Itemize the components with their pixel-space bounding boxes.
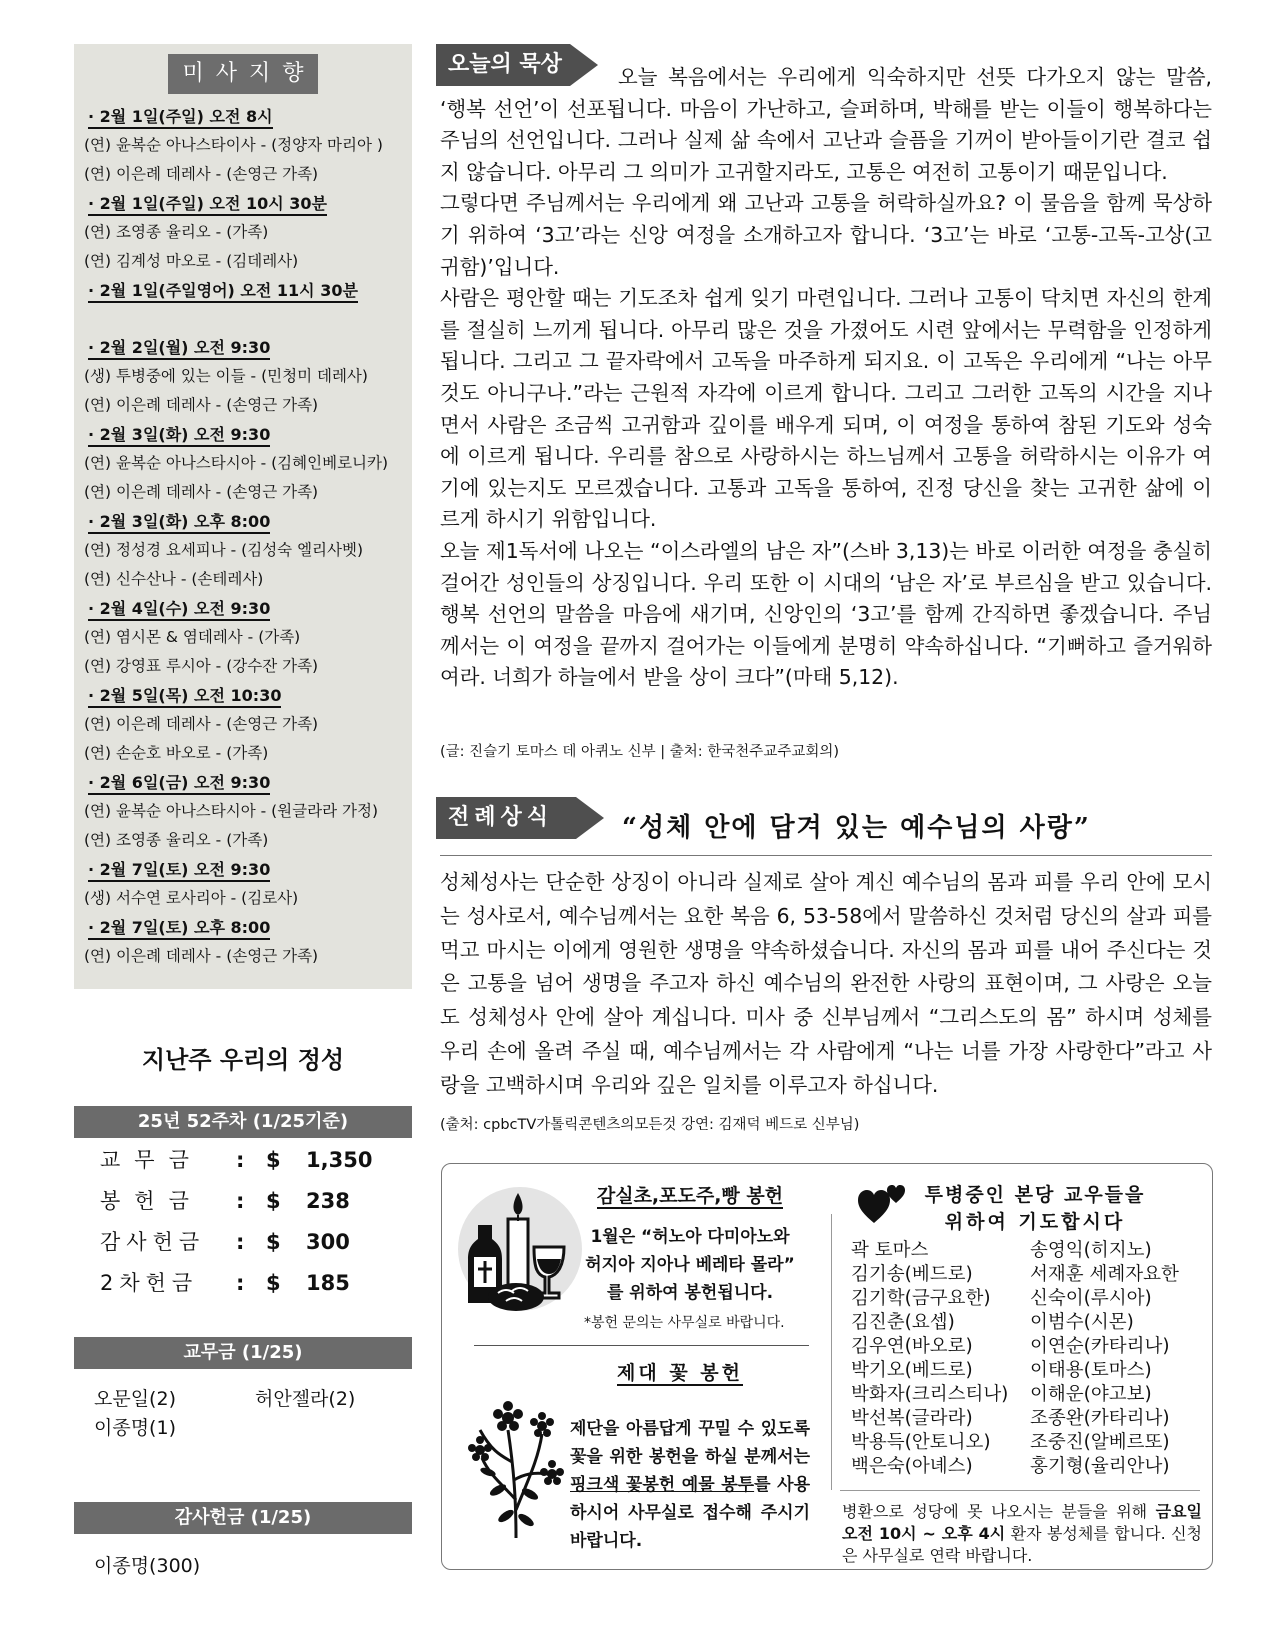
flower-offering-text — [570, 1415, 810, 1555]
liturgy-body: 성체성사는 단순한 상징이 아니라 실제로 살아 계신 예수님의 몸과 피를 우리 안에 모시는 성사로서, 예수님께서는 요한 복음 6, 53-58에서 말씀하신 것처럼 당신의 살과 피를 먹고 마시는 이에게 영원한 생명을 약속하셨습니다. 자신의 몸과 피를 내어 주신다는 것은 고통을 넘어 생명을 주고자 하신 예수님의 완전한 사랑의 표현이며, 그 사랑은 오늘도 성체성사 안에 살아 계십니다. 미사 중 신부님께서 “그리스도의 몸” 하시며 성체를 우리 손에 올려 주실 때, 예수님께서는 각 사람에게 “나는 너를 가장 사랑한다”라고 사랑을 고백하시며 우리와 깊은 일치를 이루고자 하십니다. — [440, 870, 1212, 1097]
flower-envelope-highlight: 핑크색 꽃봉헌 예물 봉투 — [570, 1475, 755, 1495]
thanks-name: 이종명(300) — [94, 1555, 201, 1577]
mass-intention-item: (연) 조영종 율리오 - (가족) — [84, 831, 269, 849]
mass-date-text: · 2월 3일(화) 오전 9:30 — [88, 425, 270, 447]
mass-date-text: · 2월 3일(화) 오후 8:00 — [88, 512, 270, 534]
mass-intention-box — [74, 44, 412, 989]
bread-offering-title-text: 감실초,포도주,빵 봉헌 — [596, 1185, 784, 1207]
mass-intention-item: (연) 손순호 바오로 - (가족) — [84, 744, 269, 762]
meditation-paragraph: 그렇다면 주님께서는 우리에게 왜 고난과 고통을 허락하실까요? 이 물음을 함께 묵상하기 위하여 ‘3고’라는 신앙 여정을 소개하고자 합니다. ‘3고’는 바로 ‘고통-고독-고상(고귀함)’입니다. — [440, 191, 1212, 279]
offering-label: 교무금 — [100, 1148, 203, 1172]
dues-name: 허안젤라(2) — [255, 1388, 356, 1410]
mass-date — [84, 333, 406, 362]
mass-date — [84, 594, 406, 623]
mass-intention-item: (연) 김계성 마오로 - (김데레사) — [84, 252, 299, 270]
mass-date — [84, 420, 406, 449]
mass-date-text: · 2월 1일(주일) 오전 10시 30분 — [88, 194, 327, 216]
sick-person-name: 백은숙(아녜스) — [851, 1456, 973, 1477]
mass-intention-list — [84, 102, 406, 971]
mass-date-text: · 2월 7일(토) 오후 8:00 — [88, 918, 270, 940]
bread-offering-line: 허지아 지아나 베레타 몰라” — [585, 1255, 795, 1275]
mass-date — [84, 507, 406, 536]
flower-text-part: 를 사용하시어 사무실로 접수해 주시기 바랍니다. — [570, 1475, 811, 1551]
offering-label: 감사헌금 — [100, 1230, 206, 1254]
offering-row — [100, 1263, 350, 1303]
sick-person-name: 이연순(카타리나) — [1030, 1336, 1170, 1357]
bread-offering-text — [575, 1223, 805, 1307]
sick-person-name: 박용득(안토니오) — [851, 1432, 991, 1453]
sick-person-name: 김기학(금구요한) — [851, 1288, 991, 1309]
offering-colon: : — [236, 1148, 245, 1172]
sick-person-name: 이해운(야고보) — [1030, 1384, 1152, 1405]
sick-person-name: 박기오(베드로) — [851, 1360, 973, 1381]
mass-intention-item: (연) 염시몬 & 염데레사 - (가족) — [84, 628, 301, 646]
sick-person-name: 이태용(토마스) — [1030, 1360, 1152, 1381]
bread-offering-title — [575, 1181, 805, 1208]
sick-person-name: 김진춘(요셉) — [851, 1312, 955, 1333]
mass-intention-item: (연) 신수산나 - (손테레사) — [84, 570, 264, 588]
flower-offering-title — [600, 1358, 760, 1385]
mass-intention-item: (연) 이은례 데레사 - (손영근 가족) — [84, 165, 319, 183]
mass-date-text: · 2월 2일(월) 오전 9:30 — [88, 338, 270, 360]
offering-currency: $ — [266, 1271, 281, 1295]
offering-colon: : — [236, 1271, 245, 1295]
sick-person-name: 박선복(글라라) — [851, 1408, 973, 1429]
bread-offering-line: 를 위하여 봉헌됩니다. — [606, 1283, 774, 1303]
offering-row — [100, 1140, 372, 1180]
panel-vertical-divider — [831, 1214, 832, 1490]
mass-date-text: · 2월 6일(금) 오전 9:30 — [88, 773, 270, 795]
mass-intention-item: (연) 윤복순 아나스타시아 - (김혜인베로니카) — [84, 454, 389, 472]
offering-amount: 185 — [306, 1271, 350, 1295]
bread-offering-line: 1월은 “허노아 다미아노와 — [590, 1227, 790, 1247]
mass-date — [84, 768, 406, 797]
note-part: 병환으로 성당에 못 나오시는 분들을 위해 — [842, 1502, 1156, 1521]
flower-offering-title-text: 제대 꽃 봉헌 — [617, 1362, 743, 1384]
offering-currency: $ — [266, 1189, 281, 1213]
offering-label: 봉헌금 — [100, 1189, 203, 1213]
meditation-paragraph: 오늘 복음에서는 우리에게 익숙하지만 선뜻 다가오지 않는 말씀, ‘행복 선언’이 선포됩니다. 마음이 가난하고, 슬퍼하며, 박해를 받는 이들이 행복하다는 주님의 선언입니다. 그러나 실제 삶 속에서 고난과 슬픔을 기꺼이 받아들이기란 결코 쉽지 않습니다. 아무리 그 의미가 고귀할지라도, 고통은 여전히 고통이기 때문입니다. — [440, 65, 1212, 184]
note-time-highlight: 금요일 오전 10시 ~ 오후 4시 — [842, 1502, 1202, 1543]
mass-intention-item: (연) 이은례 데레사 - (손영근 가족) — [84, 947, 319, 965]
sick-person-name: 서재훈 세례자요한 — [1030, 1264, 1179, 1285]
mass-intention-item: (연) 이은례 데레사 - (손영근 가족) — [84, 396, 319, 414]
mass-date — [84, 681, 406, 710]
mass-date-text: · 2월 1일(주일영어) 오전 11시 30분 — [88, 281, 358, 303]
mass-date — [84, 276, 406, 305]
mass-intention-item: (연) 조영종 율리오 - (가족) — [84, 223, 269, 241]
offering-heading: 지난주 우리의 정성 — [141, 1046, 345, 1074]
mass-intention-title: 미사지향 — [168, 54, 318, 94]
offering-currency: $ — [266, 1148, 281, 1172]
sick-list-right — [1030, 1239, 1179, 1479]
sick-person-name: 조중진(알베르또) — [1030, 1432, 1170, 1453]
mass-spacer — [84, 305, 406, 333]
mass-intention-item: (생) 서수연 로사리아 - (김로사) — [84, 889, 299, 907]
candle-wine-bread-icon — [456, 1185, 584, 1320]
offering-colon: : — [236, 1189, 245, 1213]
flower-text-part: 제단을 아름답게 꾸밀 수 있도록 꽃을 위한 봉헌을 하실 분께서는 — [570, 1419, 810, 1467]
mass-date — [84, 189, 406, 218]
sick-prayer-title-1: 투병중인 본당 교우들을 — [924, 1184, 1146, 1206]
meditation-paragraph: 오늘 제1독서에 나오는 “이스라엘의 남은 자”(스바 3,13)는 바로 이러한 여정을 충실히 걸어간 성인들의 상징입니다. 우리 또한 이 시대의 ‘남은 자’로 부르심을 받고 있습니다. 행복 선언의 말씀을 마음에 새기며, 신앙인의 ‘3고’를 함께 간직하면 좋겠습니다. 주님께서는 이 여정을 끝까지 걸어가는 이들에게 분명히 약속하십니다. “기뻐하고 즐거워하여라. 너희가 하늘에서 받을 상이 크다”(마태 5,12). — [440, 538, 1212, 690]
sick-person-name: 김우연(바오로) — [851, 1336, 973, 1357]
offering-currency: $ — [266, 1230, 281, 1254]
mass-intention-item: (생) 투병중에 있는 이들 - (민청미 데레사) — [84, 367, 368, 385]
sick-communion-note — [842, 1501, 1202, 1567]
liturgy-divider — [440, 855, 1212, 856]
mass-intention-item: (연) 강영표 루시아 - (강수잔 가족) — [84, 657, 319, 675]
liturgy-credit: (출처: cpbcTV가톨릭콘텐츠의모든것 강연: 김재덕 베드로 신부님) — [440, 1117, 860, 1133]
sick-person-name: 곽 토마스 — [851, 1240, 929, 1261]
note-part: 환자 봉성체를 합니다. 신청은 사무실로 연락 바랍니다. — [842, 1524, 1202, 1565]
meditation-paragraph: 사람은 평안할 때는 기도조차 쉽게 잊기 마련입니다. 그러나 고통이 닥치면 자신의 한계를 절실히 느끼게 됩니다. 아무리 많은 것을 가졌어도 시련 앞에서는 무력함을 인정하게 됩니다. 그리고 그 끝자락에서 고독을 마주하게 되지요. 이 고독은 우리에게 “나는 아무것도 아니구나.”라는 근원적 자각에 이르게 합니다. 그리고 그러한 고독의 시간을 지나면서 사람은 조금씩 고귀함과 깊이를 배우게 되며, 이 여정을 통하여 참된 기도와 성숙에 이르게 됩니다. 우리를 참으로 사랑하시는 하느님께서 고통을 허락하시는 이유가 여기에 있는지도 모르겠습니다. 고통과 고독을 통하여, 진정 당신을 찾는 고귀한 삶에 이르게 하시기 위함입니다. — [440, 286, 1212, 532]
offering-row — [100, 1181, 350, 1221]
offering-amount: 1,350 — [306, 1148, 373, 1172]
offering-week-bar: 25년 52주차 (1/25기준) — [74, 1106, 412, 1138]
bread-offering-note: *봉헌 문의는 사무실로 바랍니다. — [584, 1315, 785, 1331]
flower-bouquet-icon — [468, 1390, 564, 1540]
mass-intention-item: (연) 이은례 데레사 - (손영근 가족) — [84, 715, 319, 733]
panel-divider — [840, 1490, 1200, 1491]
mass-date-text: · 2월 7일(토) 오전 9:30 — [88, 860, 270, 882]
meditation-credit: (글: 진슬기 토마스 데 아퀴노 신부 | 출처: 한국천주교주교회의) — [440, 744, 840, 760]
panel-divider — [474, 1345, 809, 1346]
liturgy-title: “성체 안에 담겨 있는 예수님의 사랑” — [622, 813, 1091, 843]
dues-bar: 교무금 (1/25) — [74, 1337, 412, 1369]
mass-date-text: · 2월 4일(수) 오전 9:30 — [88, 599, 270, 621]
mass-date — [84, 102, 406, 131]
sick-person-name: 송영익(히지노) — [1030, 1240, 1152, 1261]
mass-date — [84, 855, 406, 884]
hearts-icon — [858, 1183, 908, 1227]
mass-intention-item: (연) 이은례 데레사 - (손영근 가족) — [84, 483, 319, 501]
thanks-bar: 감사헌금 (1/25) — [74, 1502, 412, 1534]
dues-name: 오문일(2) — [94, 1388, 176, 1410]
mass-intention-item: (연) 윤복순 아나스타이사 - (정양자 마리아 ) — [84, 136, 383, 154]
sick-person-name: 홍기형(율리안나) — [1030, 1456, 1170, 1477]
sick-person-name: 박화자(크리스티나) — [851, 1384, 1009, 1405]
sick-person-name: 이범수(시몬) — [1030, 1312, 1134, 1333]
offering-amount: 300 — [306, 1230, 350, 1254]
offering-row — [100, 1222, 350, 1262]
mass-intention-item: (연) 정성경 요세피나 - (김성숙 엘리사벳) — [84, 541, 364, 559]
sick-person-name: 김기송(베드로) — [851, 1264, 973, 1285]
dues-name: 이종명(1) — [94, 1417, 176, 1439]
meditation-tag: 오늘의 묵상 — [436, 44, 570, 86]
mass-date-text: · 2월 5일(목) 오전 10:30 — [88, 686, 281, 708]
meditation-text — [440, 62, 1212, 694]
mass-intention-item: (연) 윤복순 아나스타시아 - (원글라라 가정) — [84, 802, 378, 820]
sick-list-left — [851, 1239, 1008, 1479]
offering-label: 2차헌금 — [100, 1271, 199, 1295]
mass-date-text: · 2월 1일(주일) 오전 8시 — [88, 107, 273, 129]
sick-prayer-title-2: 위하여 기도합시다 — [944, 1211, 1126, 1233]
liturgy-tag: 전례상식 — [436, 797, 576, 839]
sick-person-name: 신숙이(루시아) — [1030, 1288, 1152, 1309]
mass-date — [84, 913, 406, 942]
offering-amount: 238 — [306, 1189, 350, 1213]
sick-person-name: 조종완(카타리나) — [1030, 1408, 1170, 1429]
offering-colon: : — [236, 1230, 245, 1254]
